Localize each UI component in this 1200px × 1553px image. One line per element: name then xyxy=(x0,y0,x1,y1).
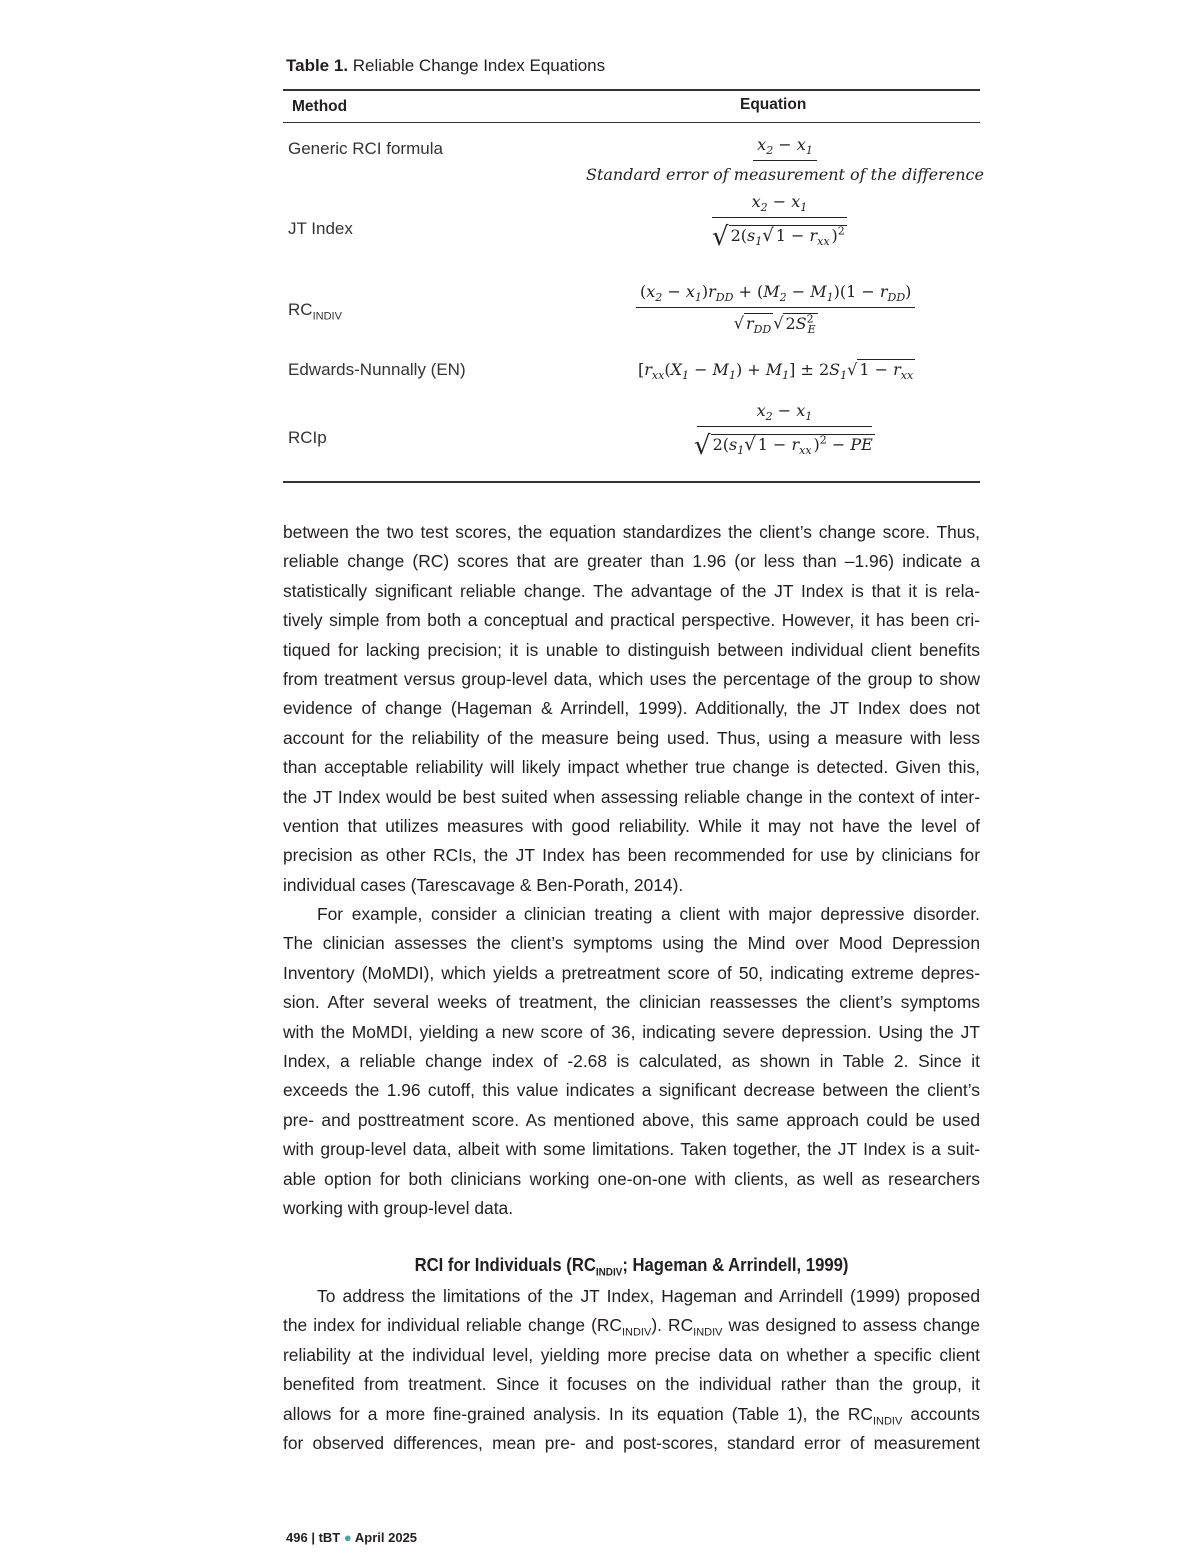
footer-separator: | xyxy=(311,1530,315,1545)
text-line: statistically significant reliable change. The advantage of the JT Index is that it is rela- xyxy=(283,580,980,601)
method-rcip: RCIp xyxy=(288,428,327,447)
text-line: the index for individual reliable change $(RC_{INDIV})$. $RC_{INDIV}$ was designed to assess change xyxy=(283,1315,981,1339)
text-line: with the MoMDI, yielding a new score of 36, indicating severe depression. Using the JT xyxy=(283,1021,980,1042)
method-generic-rci: Generic RCI formula xyxy=(288,139,443,158)
bullet-dot-icon: ● xyxy=(343,1530,352,1545)
page-footer xyxy=(286,1530,417,1545)
text-line: Inventory (MoMDI), which yields a pretreatment score of 50, indicating extreme depres- xyxy=(283,962,980,983)
text-line: between the two test scores, the equation standardizes the client’s change score. Thus, xyxy=(283,522,980,542)
table-caption-label: Table 1. xyxy=(286,56,349,75)
text-line: with group-level data, albeit with some limitations. Taken together, the JT Index is a suit- xyxy=(283,1139,980,1160)
text-line: evidence of change (Hageman & Arrindell, 1999). Additionally, the JT Index does not xyxy=(283,698,980,719)
method-rc-indiv: $RC_{INDIV}$ xyxy=(288,300,342,323)
text-line: sion. After several weeks of treatment, the clinician reassesses the client’s symptoms xyxy=(283,992,980,1013)
section-heading: RCI for Individuals ($RC_{INDIV}$; Hageman & Arrindell, 1999) xyxy=(414,1254,849,1279)
column-header-equation: Equation xyxy=(740,96,807,113)
paragraph-example xyxy=(283,900,980,1223)
text-line: working with group-level data. xyxy=(283,1197,514,1218)
text-line: individual cases (Tarescavage & Ben-Porath, 2014). xyxy=(283,874,684,895)
issue-date: April 2025 xyxy=(354,1530,418,1545)
equation-jt-index: $\frac{x_2 - x_1}{√ 2(s_1√ 1 - r_{xx} )^2}$ xyxy=(708,192,851,252)
text-line: able option for both clinicians working one-on-one with clients, as well as researchers xyxy=(283,1168,980,1189)
page-number: 496 xyxy=(286,1530,308,1545)
text-line: reliability at the individual level, yielding more precise data on whether a specific client xyxy=(283,1344,980,1365)
column-header-method: Method xyxy=(292,98,348,115)
text-line: For example, consider a clinician treating a client with major depressive disorder. xyxy=(317,904,980,924)
text-line: tively simple from both a conceptual and practical perspective. However, it has been cri- xyxy=(283,610,980,631)
method-edwards-nunnally: Edwards-Nunnally (EN) xyxy=(288,360,466,379)
text-line: exceeds the 1.96 cutoff, this value indicates a significant decrease between the client’s xyxy=(283,1080,980,1101)
text-line: the JT Index would be best suited when assessing reliable change in the context of inter- xyxy=(283,786,980,807)
table-caption xyxy=(286,56,605,76)
equation-generic-rci: $\frac{x_2 - x_1}{\text{Standard error of measurement of the difference}}$ xyxy=(586,135,984,185)
text-line: precision as other RCIs, the JT Index has been recommended for use by clinicians for xyxy=(283,845,980,866)
paragraph-jt-index-discussion xyxy=(283,518,980,900)
table-bottom-rule xyxy=(283,481,980,483)
text-line: tiqued for lacking precision; it is unable to distinguish between individual client benefits xyxy=(283,639,980,660)
table-caption-title: Reliable Change Index Equations xyxy=(352,56,606,75)
text-line: account for the reliability of the measure being used. Thus, using a measure with less xyxy=(283,727,980,748)
equation-rc-indiv: $\frac{(x_2 - x_1)r_{DD} + (M_2 - M_1)(1 - r_{DD})}{√ r_{DD} √ 2S^2_E}$ xyxy=(636,282,915,336)
equation-rcip: $\frac{x_2 - x_1}{√ 2(s_1√ 1 - r_{xx} )^2 - PE}$ xyxy=(694,401,873,462)
text-line: Index, a reliable change index of -2.68 is calculated, as shown in Table 2. Since it xyxy=(283,1050,980,1071)
paragraph-rc-indiv xyxy=(283,1282,980,1458)
equation-edwards-nunnally: $[r_{xx}(X_1 - M_1) + M_1] \pm 2S_1√$ $1 - r_{xx}$ xyxy=(638,360,914,383)
text-line: than acceptable reliability will likely impact whether true change is detected. Given this, xyxy=(283,757,980,778)
text-line: vention that utilizes measures with good reliability. While it may not have the level of xyxy=(283,815,980,836)
table-top-rule xyxy=(283,89,980,91)
text-line: allows for a more fine-grained analysis. In its equation (Table 1), the $RC_{INDIV}$ accounts xyxy=(283,1403,980,1428)
journal-name: tBT xyxy=(318,1530,341,1545)
text-line: from treatment versus group-level data, which uses the percentage of the group to show xyxy=(283,668,980,689)
text-line: for observed differences, mean pre- and post-scores, standard error of measurement xyxy=(283,1432,980,1453)
text-line: To address the limitations of the JT Index, Hageman and Arrindell (1999) proposed xyxy=(317,1286,980,1306)
text-line: pre- and posttreatment score. As mentioned above, this same approach could be used xyxy=(283,1109,980,1130)
method-jt-index: JT Index xyxy=(288,219,353,238)
text-line: The clinician assesses the client’s symptoms using the Mind over Mood Depression xyxy=(283,933,980,954)
text-line: benefited from treatment. Since it focuses on the individual rather than the group, it xyxy=(283,1374,980,1395)
text-line: reliable change (RC) scores that are greater than 1.96 (or less than –1.96) indicate a xyxy=(283,551,980,572)
table-header-rule xyxy=(283,122,980,123)
